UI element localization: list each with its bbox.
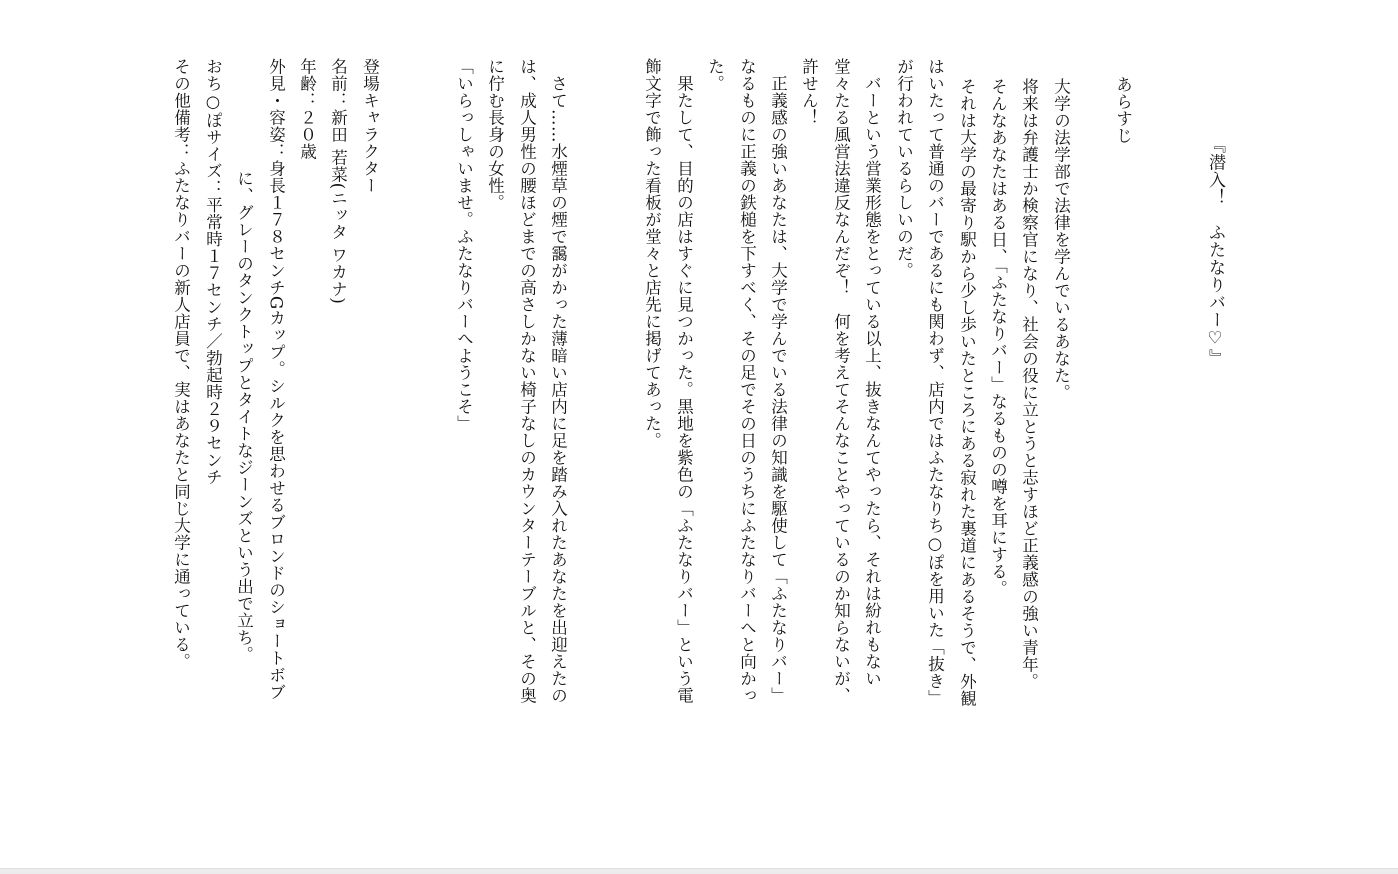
character-notes: その他備考：ふたなりバーの新人店員で、実はあなたと同じ大学に通っている。	[171, 58, 191, 670]
synopsis-line: 飾文字で飾った看板が堂々と店先に掲げてあった。	[642, 58, 662, 449]
character-age: 年齢：２０歳	[297, 58, 317, 160]
character-heading: 登場キャラクター	[360, 58, 380, 194]
synopsis-line: それは大学の最寄り駅から少し歩いたところにある寂れた裏道にあるそうで、外観	[957, 78, 977, 707]
synopsis-heading: あらすじ	[1113, 76, 1133, 144]
synopsis-line: 堂々たる風営法違反なんだぞ！ 何を考えてそんなことやっているのか知らないが、	[831, 58, 851, 704]
scene-line: は、成人男性の腰ほどまでの高さしかない椅子なしのカウンターテーブルと、その奥	[517, 58, 537, 704]
synopsis-line: 果たして、目的の店はすぐに見つかった。黒地を紫色の「ふたなりバー」という電	[674, 58, 694, 704]
synopsis-line: そんなあなたはある日、「ふたなりバー」なるものの噂を耳にする。	[988, 78, 1008, 597]
synopsis-line: 許せん！	[799, 58, 819, 126]
document-title: 『潜入！ ふたなりバー♡』	[1205, 136, 1225, 367]
synopsis-line: 将来は弁護士か検察官になり、社会の役に立とうと志すほど正義感の強い青年。	[1019, 78, 1039, 690]
synopsis-line: た。	[705, 58, 725, 92]
synopsis-line: が行われているらしいのだ。	[894, 58, 914, 279]
synopsis-line: 大学の法学部で法律を学んでいるあなた。	[1051, 78, 1071, 401]
synopsis-line: はいたって普通のバーであるにも関わず、店内ではふたなりち○ぽを用いた「抜き」	[925, 58, 945, 707]
character-name: 名前：新田 若菜(ニッタ ワカナ)	[328, 58, 348, 305]
scene-line: さて……水煙草の煙で靄がかった薄暗い店内に足を踏み入れたあなたを出迎えたの	[548, 58, 568, 704]
character-appearance-continued: に、グレーのタンクトップとタイトなジーンズという出で立ち。	[234, 170, 254, 663]
window-bottom-border	[0, 868, 1398, 874]
scene-line: 「いらっしゃいませ。ふたなりバーへようこそ」	[454, 58, 474, 432]
character-appearance: 外見・容姿：身長１７８センチGカップ。シルクを思わせるブロンドのショートボブ	[266, 58, 286, 701]
character-size: おち○ぽサイズ：平常時１７センチ／勃起時２９センチ	[203, 58, 223, 486]
scene-line: に佇む長身の女性。	[485, 58, 505, 211]
synopsis-line: なるものに正義の鉄槌を下すべく、その足でその日のうちにふたなりバーへと向かっ	[737, 58, 757, 704]
synopsis-line: 正義感の強いあなたは、大学で学んでいる法律の知識を駆使して「ふたなりバー」	[768, 58, 788, 704]
synopsis-line: バーという営業形態をとっている以上、抜きなんてやったら、それは紛れもない	[862, 58, 882, 687]
